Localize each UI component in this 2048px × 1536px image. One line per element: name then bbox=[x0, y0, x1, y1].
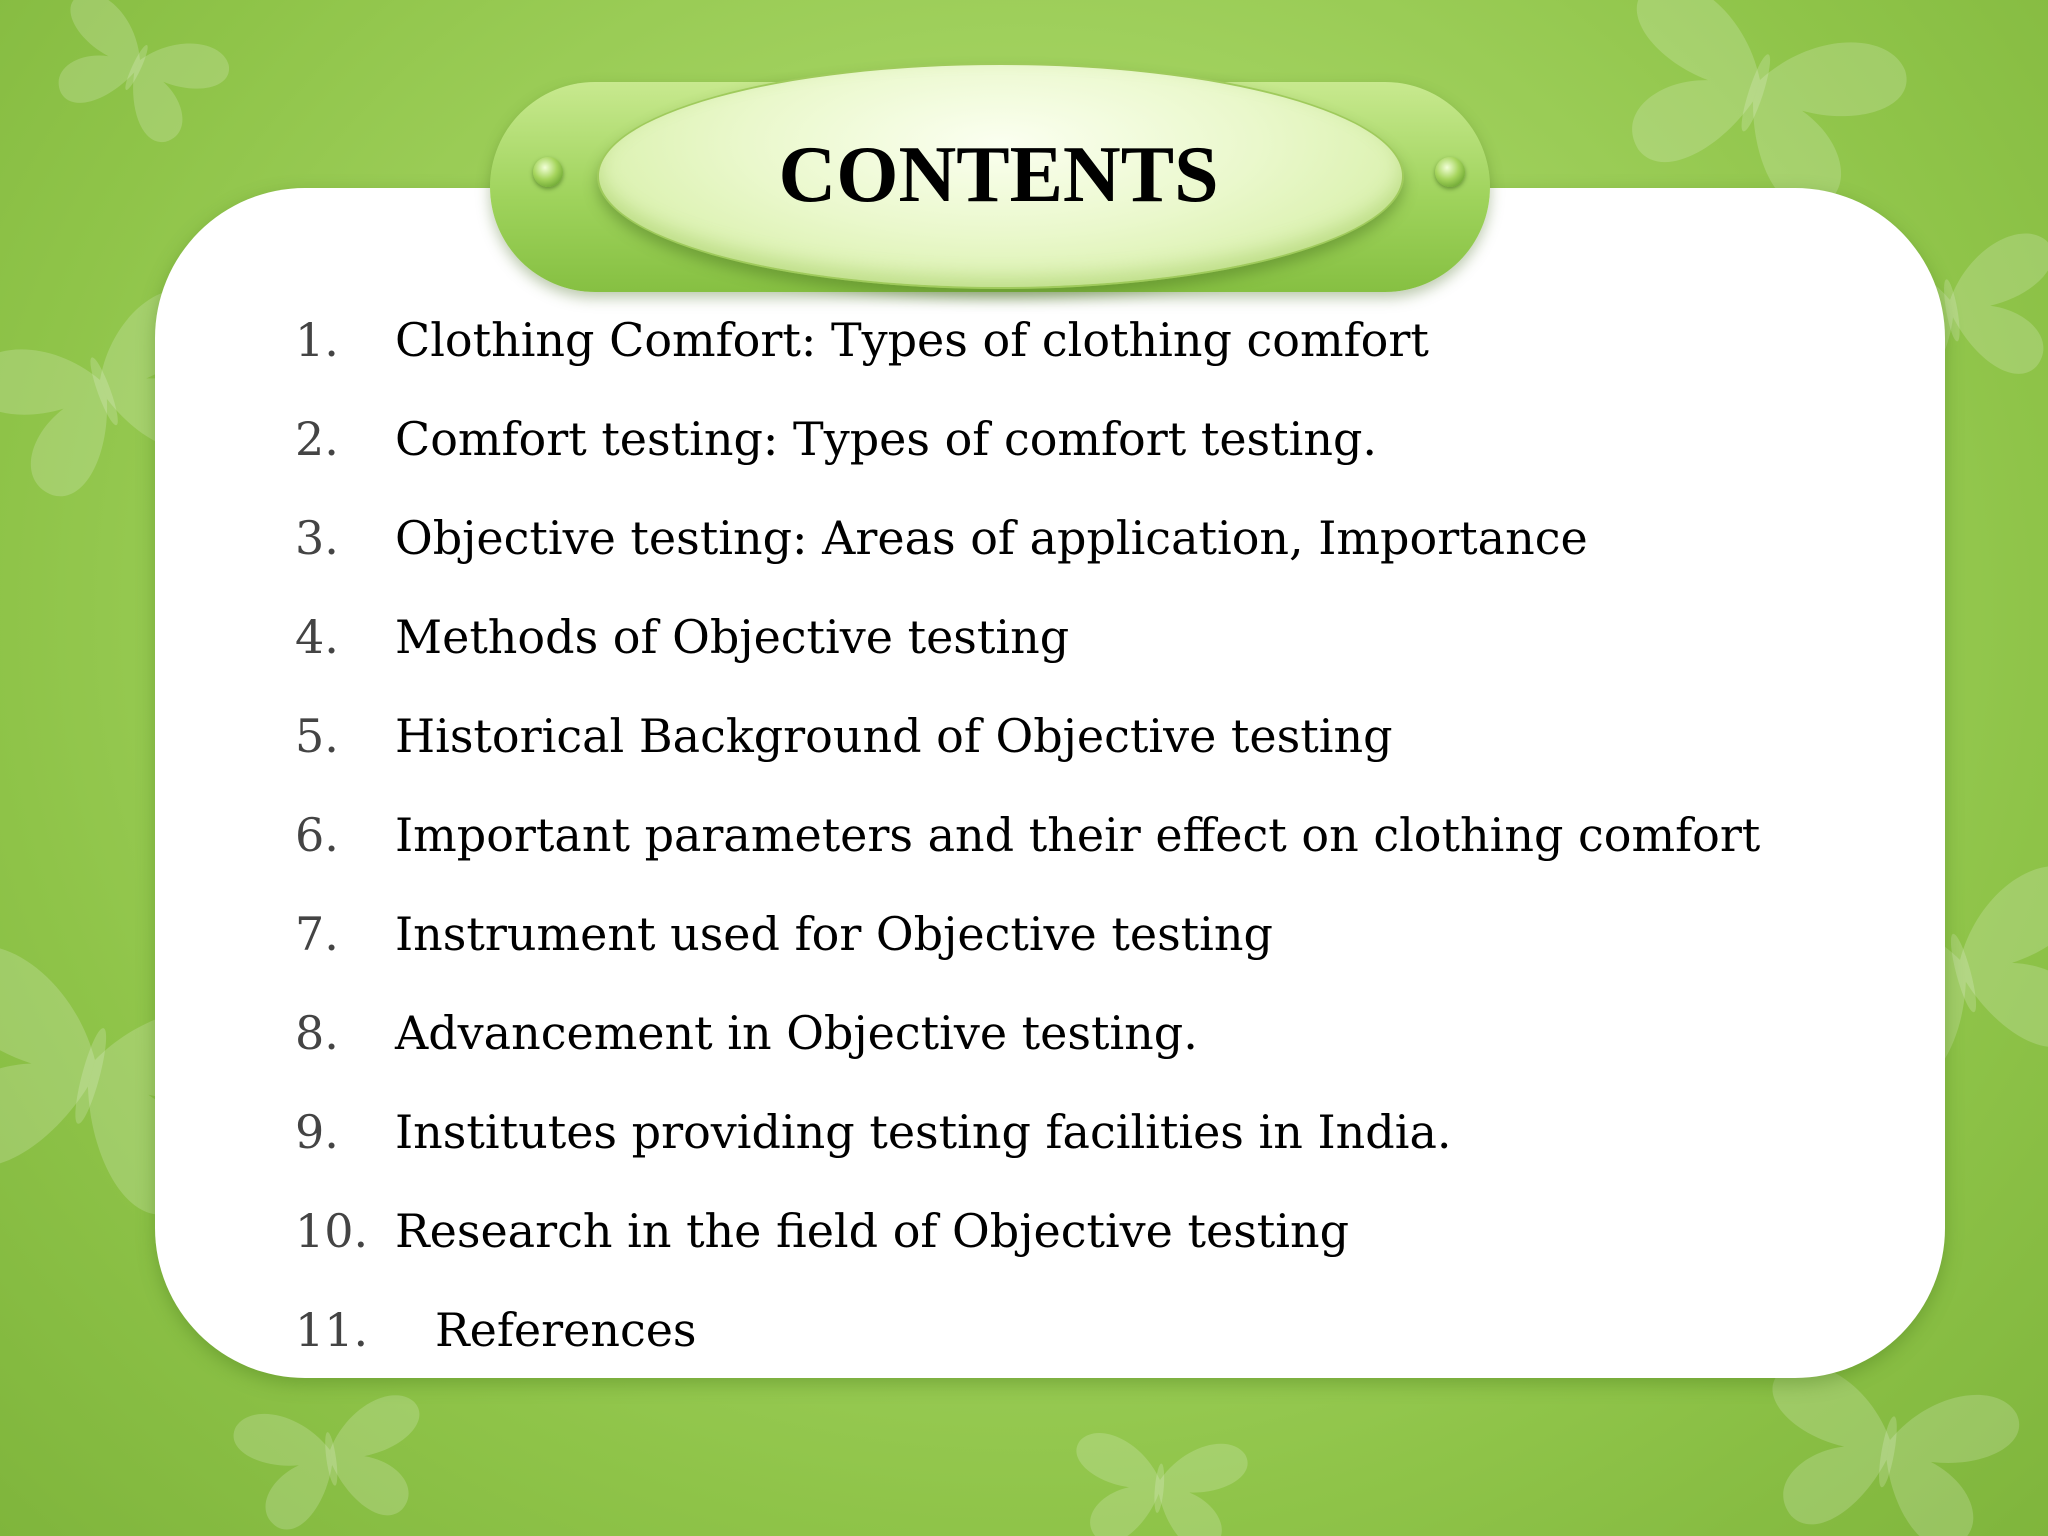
list-item bbox=[295, 1181, 1760, 1280]
item-text: Instrument used for Objective testing bbox=[395, 906, 1273, 961]
list-item bbox=[295, 488, 1760, 587]
item-number: 7. bbox=[295, 906, 339, 961]
butterfly-icon bbox=[1069, 1431, 1250, 1536]
item-text: Advancement in Objective testing. bbox=[395, 1005, 1198, 1060]
list-item bbox=[295, 1280, 1760, 1379]
item-text: Methods of Objective testing bbox=[395, 609, 1070, 664]
item-text: Historical Background of Objective testing bbox=[395, 708, 1393, 763]
list-item bbox=[295, 389, 1760, 488]
item-number: 10. bbox=[295, 1203, 369, 1258]
list-item bbox=[295, 785, 1760, 884]
item-text: Clothing Comfort: Types of clothing comfort bbox=[395, 312, 1429, 367]
item-number: 2. bbox=[295, 411, 339, 466]
item-number: 6. bbox=[295, 807, 339, 862]
item-number: 4. bbox=[295, 609, 339, 664]
list-item bbox=[295, 1082, 1760, 1181]
item-text: Important parameters and their effect on clothing comfort bbox=[395, 807, 1761, 862]
contents-list bbox=[295, 290, 1760, 1379]
item-number: 11. bbox=[295, 1302, 369, 1357]
item-number: 1. bbox=[295, 312, 339, 367]
item-text: Objective testing: Areas of application, Importance bbox=[395, 510, 1588, 565]
list-item bbox=[295, 587, 1760, 686]
item-text: References bbox=[435, 1302, 697, 1357]
butterfly-icon bbox=[34, 0, 236, 157]
list-item bbox=[295, 983, 1760, 1082]
item-text: Institutes providing testing facilities in India. bbox=[395, 1104, 1452, 1159]
item-text: Research in the field of Objective testing bbox=[395, 1203, 1350, 1258]
butterfly-icon bbox=[231, 1392, 433, 1535]
item-text: Comfort testing: Types of comfort testing. bbox=[395, 411, 1378, 466]
list-item bbox=[295, 290, 1760, 389]
item-number: 3. bbox=[295, 510, 339, 565]
ornament-knob-right-icon bbox=[1435, 157, 1465, 187]
slide-title: CONTENTS bbox=[778, 131, 1219, 219]
butterfly-icon bbox=[1750, 1359, 2023, 1536]
item-number: 9. bbox=[295, 1104, 339, 1159]
item-number: 5. bbox=[295, 708, 339, 763]
ornament-knob-left-icon bbox=[533, 157, 563, 187]
list-item bbox=[295, 686, 1760, 785]
list-item bbox=[295, 884, 1760, 983]
item-number: 8. bbox=[295, 1005, 339, 1060]
